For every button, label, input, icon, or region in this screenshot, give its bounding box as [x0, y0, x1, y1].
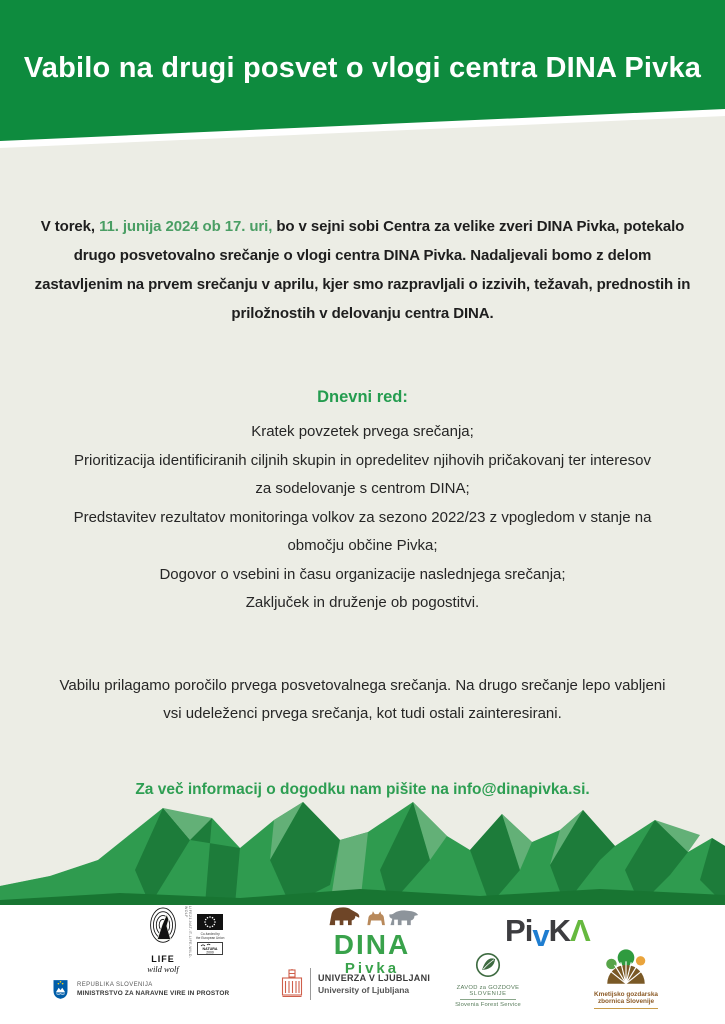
- eu-caption-line1: Co-funded by: [200, 932, 220, 936]
- svg-text:2000: 2000: [206, 950, 214, 955]
- life-left-block: [146, 906, 180, 974]
- dina-subtitle: Pivka: [344, 960, 400, 977]
- divider: [460, 999, 516, 1000]
- closing-paragraph: Vabilu prilagamo poročilo prvega posvetovalnega srečanja. Na drugo srečanje lepo vabljeni vsi udeleženci prvega srečanja, kot tudi ostali zainteresirani.: [59, 676, 666, 722]
- divider: [310, 968, 311, 1000]
- chamber-text: [594, 991, 658, 1009]
- fingerprint-wolf-icon: [148, 906, 178, 948]
- agenda-item: Kratek povzetek prvega srečanja;: [251, 423, 474, 440]
- pivka-letter: Λ: [569, 913, 590, 948]
- chamber-name-line2: zbornica Slovenije: [597, 998, 655, 1005]
- contact-line: Za več informacij o dogodku nam pišite na info@dinapivka.si.: [135, 780, 590, 798]
- content-column: [28, 197, 697, 799]
- life-project-code: LIFE21-NAT-IT-LIFE-WILD-WOLF: [184, 906, 192, 959]
- life-wordmark: LIFE: [151, 954, 175, 964]
- ministry-text: [77, 982, 229, 997]
- pivka-letter: v: [532, 918, 549, 953]
- agenda-item: Zaključek in druženje ob pogostitvi.: [245, 594, 480, 611]
- forest-service-name-line1: ZAVOD za GOZDOVE: [456, 985, 520, 991]
- university-name-sl: UNIVERZA V LJUBLJANI: [318, 973, 431, 983]
- forest-service-logo: [447, 952, 529, 1008]
- agenda-item: Predstavitev rezultatov monitoringa volkov za sezono 2022/23 z vpogledom v stanje na območju občine Pivka;: [73, 508, 652, 554]
- agenda-heading: Dnevni red:: [317, 388, 408, 406]
- slovenia-coat-of-arms-icon: [52, 979, 69, 1000]
- dina-pivka-logo: [318, 903, 426, 977]
- agenda-item: Dogovor o vsebini in času organizacije naslednjega srečanja;: [159, 565, 566, 583]
- wolf-icon: [389, 910, 418, 925]
- pivka-municipality-logo: [505, 913, 590, 953]
- university-text: [318, 973, 430, 995]
- chamber-name-line1: Kmetijsko gozdarska: [594, 990, 658, 998]
- pivka-letter: K: [548, 913, 570, 948]
- agenda-item: Prioritizacija identificiranih ciljnih skupin in opredelitev njihovih pričakovanj ter interesov za sodelovanje s centrom DINA;: [74, 451, 651, 497]
- natura-2000-icon: [197, 942, 223, 955]
- life-wild-wolf-logo: [146, 906, 236, 974]
- republic-slovenia-label: REPUBLIKA SLOVENIJA: [77, 982, 153, 988]
- agriculture-chamber-logo: [583, 947, 669, 1009]
- wild-wolf-wordmark: wild wolf: [147, 964, 179, 974]
- pivka-letter: i: [524, 913, 533, 948]
- ministry-logo: [52, 979, 229, 1000]
- chamber-emblem-icon: [601, 947, 651, 985]
- eu-caption: [196, 932, 224, 940]
- university-name-en: University of Ljubljana: [318, 985, 410, 995]
- pivka-letter: P: [505, 913, 525, 948]
- event-date-highlight: 11. junija 2024 ob 17. uri,: [99, 218, 273, 235]
- university-building-icon: [281, 969, 303, 999]
- eu-flag-icon: [197, 914, 223, 930]
- svg-text:NATURA: NATURA: [202, 947, 218, 951]
- university-ljubljana-logo: [281, 968, 430, 1000]
- life-right-block: [196, 906, 224, 974]
- large-carnivores-icons: [320, 903, 424, 927]
- ministry-name-label: MINISTRSTVO ZA NARAVNE VIRE IN PROSTOR: [77, 990, 230, 997]
- page-title: Vabilo na drugi posvet o vlogi centra DINA Pivka: [23, 52, 702, 84]
- intro-rest: bo v sejni sobi Centra za velike zveri DINA Pivka, potekalo drugo posvetovalno srečanje o vlogi centra DINA Pivka. Nadaljevali bomo z delom zastavljenim na prvem srečanju v aprilu, kjer smo razpravljali o izzivih, težavah, prednostih in priložnostih v delovanju centra DINA.: [34, 218, 691, 322]
- lynx-icon: [367, 911, 385, 925]
- dina-wordmark: DINA: [333, 929, 411, 960]
- mountains-graphic: [0, 790, 725, 905]
- forest-service-name-en: Slovenia Forest Service: [455, 1002, 521, 1008]
- intro-paragraph: [28, 212, 697, 328]
- eu-caption-line2: the European Union: [196, 936, 225, 940]
- forest-service-name-line2: SLOVENIJE: [469, 991, 507, 997]
- intro-prefix: V torek,: [40, 218, 100, 235]
- forest-emblem-icon: [475, 952, 501, 978]
- bear-icon: [330, 907, 360, 925]
